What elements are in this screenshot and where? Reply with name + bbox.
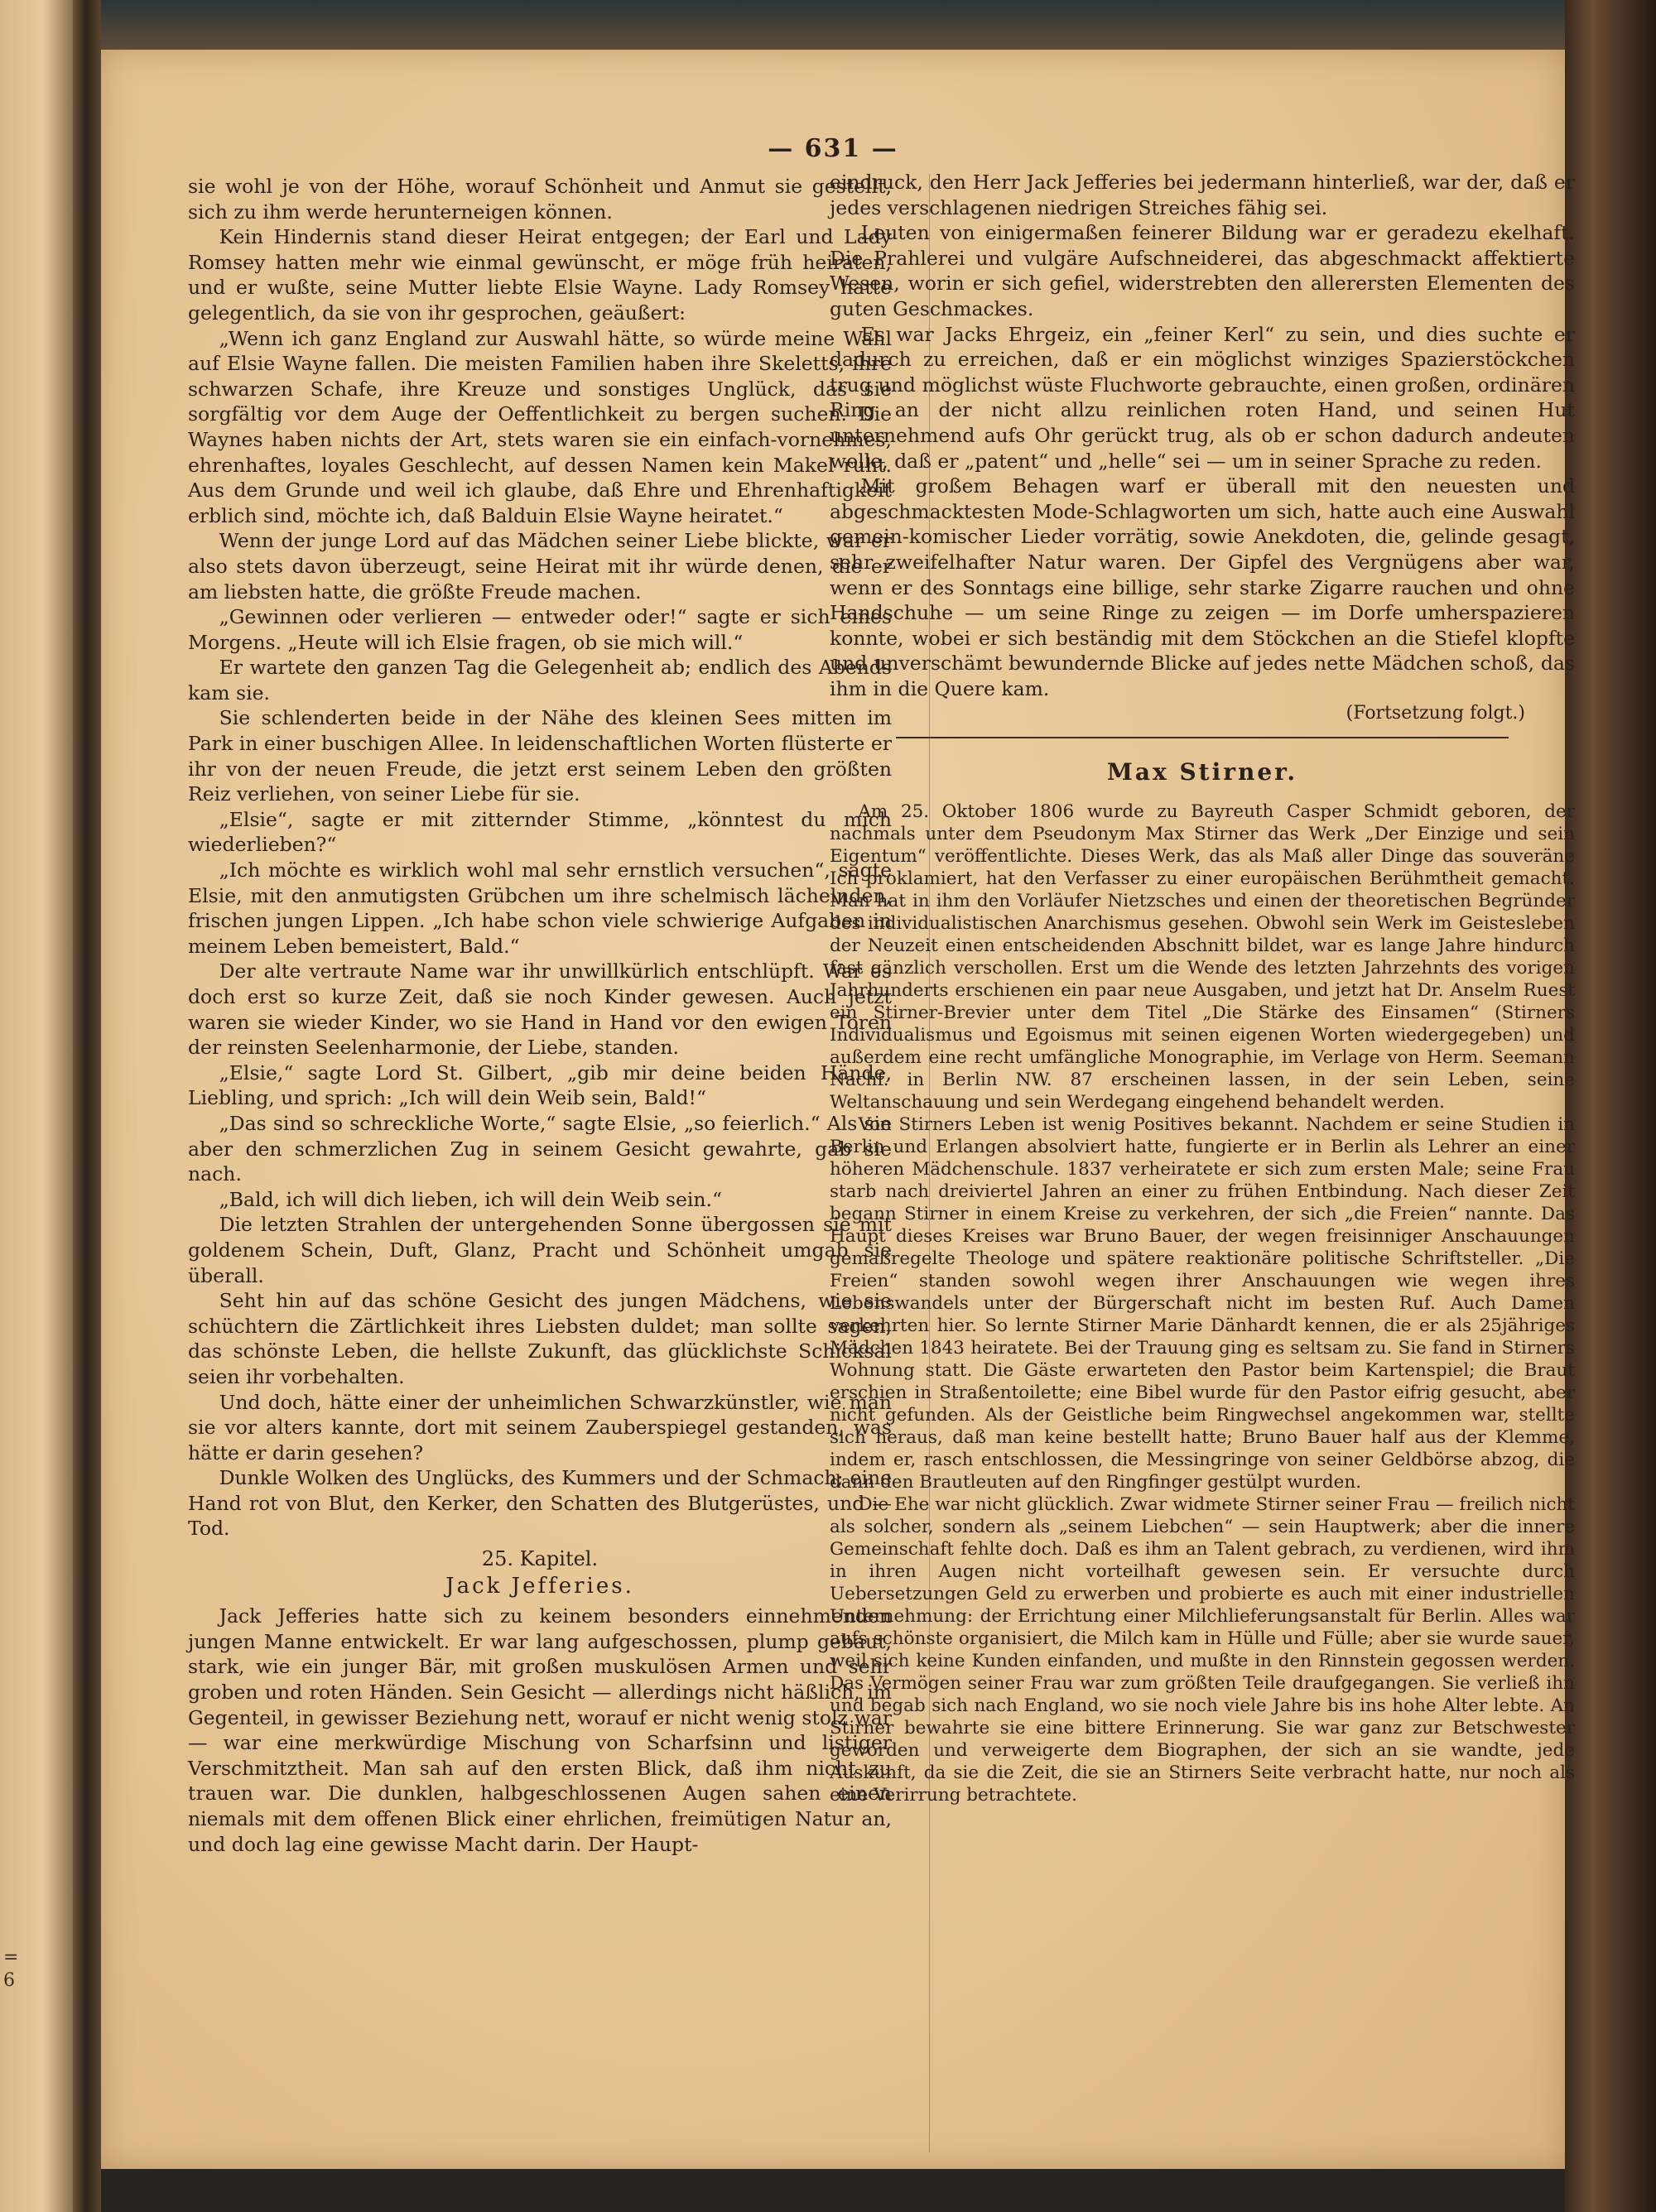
paragraph: Jack Jefferies hatte sich zu keinem besonders einnehmenden jungen Manne entwickelt. Er war lang aufgeschossen, plump gebaut, stark, wie ein junger Bär, mit großen muskulösen Armen und sehr groben und roten Händen. Sein Gesicht — allerdings nicht häßlich, im Gegenteil, in gewisser Beziehung nett, worauf er nicht wenig stolz war — war eine merkwürdige Mischung von Scharfsinn und listiger Verschmitztheit. Man sah auf den ersten Blick, daß ihm nicht zu trauen war. Die dunklen, halbgeschlossenen Augen sahen einen niemals mit dem offenen Blick einer ehrlichen, freimütigen Natur an, und doch lag eine gewisse Macht darin. Der Haupt- <box>188 1604 892 1856</box>
chapter-title: Jack Jefferies. <box>445 1573 634 1599</box>
paragraph: Die Ehe war nicht glücklich. Zwar widmete Stirner seiner Frau — freilich nicht als solcher, sondern als „seinem Liebchen“ — sein Hauptwerk; aber die innere Gemeinschaft fehlte doch. Daß es ihm an Talent gebrach, zu verdienen, wird ihm in ihren Augen nicht vorteilhaft gewesen sein. Er versuchte durch Uebersetzungen Geld zu erwerben und probierte es auch mit einer industriellen Unternehmung: der Errichtung einer Milchlieferungsanstalt für Berlin. Alles war aufs schönste organisiert, die Milch kam in Hülle und Fülle; aber sie wurde sauer, weil sich keine Kunden einfanden, und mußte in den Rinnstein gegossen werden. Das Vermögen seiner Frau war zum größten Teile draufgegangen. Sie verließ ihn und begab sich nach England, wo sie noch viele Jahre bis ins hohe Alter lebte. An Stirner bewahrte sie eine bittere Erinnerung. Sie war ganz zur Betschwester geworden und verweigerte dem Biographen, der sich an sie wandte, jede Auskunft, da sie die Zeit, die sie an Stirners Seite verbracht hatte, nur noch als eine Verirrung betrachtete. <box>830 1493 1575 1806</box>
page-number: — 631 — <box>768 134 898 163</box>
scanned-page <box>101 50 1575 2169</box>
paragraph: Am 25. Oktober 1806 wurde zu Bayreuth Casper Schmidt geboren, der nachmals unter dem Pseudonym Max Stirner das Werk „Der Einzige und sein Eigentum“ veröffentlichte. Dieses Werk, das als Maß aller Dinge das souveräne Ich proklamiert, hat den Verfasser zu einer europäischen Berühmtheit gemacht. Man hat in ihm den Vorläufer Nietzsches und einen der theoretischen Begründer des individualistischen Anarchismus gesehen. Obwohl sein Werk im Geistesleben der Neuzeit einen entscheidenden Abschnitt bildet, war es lange Jahre hindurch fast gänzlich verschollen. Erst um die Wende des letzten Jahrzehnts des vorigen Jahrhunderts erschienen ein paar neue Ausgaben, und jetzt hat Dr. Anselm Ruest ein Stirner-Brevier unter dem Titel „Die Stärke des Einsamen“ (Stirners Individualismus und Egoismus mit seinen eigenen Worten wiedergegeben) und außerdem eine recht umfängliche Monographie, im Verlage von Herm. Seemann Nachf. in Berlin NW. 87 erscheinen lassen, in der sein Leben, seine Weltanschauung und sein Werdegang eingehend behandelt werden. <box>830 801 1575 1113</box>
paragraph: Mit großem Behagen warf er überall mit den neuesten und abgeschmacktesten Mode-Schlagworten um sich, hatte auch eine Auswahl gemein-komischer Lieder vorrätig, sowie Anekdoten, die, gelinde gesagt, sehr zweifelhafter Natur waren. Der Gipfel des Vergnügens aber war, wenn er des Sonntags eine billige, sehr starke Zigarre rauchen und ohne Handschuhe — um seine Ringe zu zeigen — im Dorfe umherspazieren konnte, wobei er sich beständig mit dem Stöckchen an die Stiefel klopfte und unverschämt bewundernde Blicke auf jedes nette Mädchen schoß, das ihm in die Quere kam. <box>830 474 1575 700</box>
paragraph: sie wohl je von der Höhe, worauf Schönheit und Anmut sie gestellt, sich zu ihm werde herunterneigen können. <box>188 175 892 224</box>
facing-page-mark: = <box>3 1947 19 1968</box>
facing-page-edge <box>0 0 73 2212</box>
page-top-edge <box>101 0 1565 50</box>
book-gutter <box>73 0 101 2212</box>
paragraph: „Gewinnen oder verlieren — entweder oder!“ sagte er sich eines Morgens. „Heute will ich Elsie fragen, ob sie mich will.“ <box>188 605 892 654</box>
paragraph: „Bald, ich will dich lieben, ich will dein Weib sein.“ <box>219 1187 723 1211</box>
article-title: Max Stirner. <box>1106 758 1298 786</box>
paragraph: „Wenn ich ganz England zur Auswahl hätte, so würde meine Wahl auf Elsie Wayne fallen. Die meisten Familien haben ihre Skeletts, ihre schwarzen Schafe, ihre Kreuze und sonstiges Unglück, das sie sorgfältig vor dem Auge der Oeffentlichkeit zu bergen suchen. Die Waynes haben nichts der Art, stets waren sie ein einfach-vornehmes, ehrenhaftes, loyales Geschlecht, auf dessen Namen kein Makel ruht. Aus dem Grunde und weil ich glaube, daß Ehre und Ehrenhaftigkeit erblich sind, möchte ich, daß Balduin Elsie Wayne heiratet.“ <box>188 326 892 527</box>
paragraph: Die letzten Strahlen der untergehenden Sonne übergossen sie mit goldenem Schein, Duft, Glanz, Pracht und Schönheit umgab sie überall. <box>188 1213 892 1287</box>
paragraph: „Das sind so schreckliche Worte,“ sagte Elsie, „so feierlich.“ Als sie aber den schmerzlichen Zug in seinem Gesicht gewahrte, gab sie nach. <box>188 1111 892 1186</box>
paragraph: Sie schlenderten beide in der Nähe des kleinen Sees mitten im Park in einer buschigen Allee. In leidenschaftlichen Worten flüsterte er ihr von der neuen Freude, die jetzt erst seinem Leben den größten Reiz verliehen, von seiner Liebe für sie. <box>188 706 892 806</box>
right-column <box>830 170 1575 1806</box>
paragraph: Wenn der junge Lord auf das Mädchen seiner Liebe blickte, war er also stets davon überzeugt, seine Heirat mit ihr würde denen, die er am liebsten hatte, die größte Freude machen. <box>188 529 892 603</box>
paragraph: „Elsie“, sagte er mit zitternder Stimme, „könntest du mich wiederlieben?“ <box>188 807 892 857</box>
paragraph: Dunkle Wolken des Unglücks, des Kummers und der Schmach; eine Hand rot von Blut, den Kerker, den Schatten des Blutgerüstes, und — Tod. <box>188 1466 892 1541</box>
paragraph: Er wartete den ganzen Tag die Gelegenheit ab; endlich des Abends kam sie. <box>188 656 892 704</box>
paragraph: „Elsie,“ sagte Lord St. Gilbert, „gib mir deine beiden Hände, Liebling, und sprich: „Ich will dein Weib sein, Bald!“ <box>188 1060 892 1110</box>
facing-page-mark: 6 <box>3 1970 15 1991</box>
paragraph: Von Stirners Leben ist wenig Positives bekannt. Nachdem er seine Studien in Berlin und Erlangen absolviert hatte, fungierte er in Berlin als Lehrer an einer höheren Mädchenschule. 1837 verheiratete er sich zum ersten Male; seine Frau starb nach dreiviertel Jahren an einer zu frühen Entbindung. Nach dieser Zeit begann Stirner in einem Kreise zu verkehren, der sich „die Freien“ nannte. Das Haupt dieses Kreises war Bruno Bauer, der wegen freisinniger Anschauungen gemaßregelte Theologe und spätere reaktionäre politische Schriftsteller. „Die Freien“ standen sowohl wegen ihrer Anschauungen wie wegen ihres Lebenswandels unter der Bürgerschaft nicht im besten Ruf. Auch Damen verkehrten hier. So lernte Stirner Marie Dänhardt kennen, die er als 25jähriges Mädchen 1843 heiratete. Bei der Trauung ging es seltsam zu. Sie fand in Stirners Wohnung statt. Die Gäste erwarteten den Pastor beim Kartenspiel; die Braut erschien in Straßentoilette; eine Bibel wurde für den Pastor eifrig gesucht, aber nicht gefunden. Als der Geistliche beim Ringwechsel angekommen war, stellte sich heraus, daß man keine bestellt hatte; Bruno Bauer half aus der Klemme, indem er, rasch entschlossen, die Messingringe von seiner Geldbörse abzog, die dann den Brautleuten auf den Ringfinger gestülpt wurden. <box>830 1113 1575 1493</box>
paragraph: Der alte vertraute Name war ihr unwillkürlich entschlüpft. War es doch erst so kurze Zeit, daß sie noch Kinder gewesen. Auch jetzt waren sie wieder Kinder, wo sie Hand in Hand vor den ewigen Toren der reinsten Seelenharmonie, der Liebe, standen. <box>188 959 892 1060</box>
paragraph: Kein Hindernis stand dieser Heirat entgegen; der Earl und Lady Romsey hatten mehr wie einmal gewünscht, er möge früh heiraten, und er wußte, seine Mutter liebte Elsie Wayne. Lady Romsey hatte gelegentlich, da sie von ihr gesprochen, geäußert: <box>188 225 892 325</box>
continuation-note: (Fortsetzung folgt.) <box>1346 703 1525 724</box>
chapter-heading: 25. Kapitel. <box>481 1547 599 1571</box>
paragraph: Seht hin auf das schöne Gesicht des jungen Mädchens, wie sie schüchtern die Zärtlichkeit ihres Liebsten duldet; man sollte sagen, das schönste Leben, die hellste Zukunft, das glücklichste Schicksal seien ihr vorbehalten. <box>188 1289 892 1388</box>
left-column <box>188 174 892 1857</box>
paragraph: eindruck, den Herr Jack Jefferies bei jedermann hinterließ, war der, daß er jedes verschlagenen niedrigen Streiches fähig sei. <box>830 171 1575 219</box>
paragraph: „Ich möchte es wirklich wohl mal sehr ernstlich versuchen“, sagte Elsie, mit den anmutigsten Grübchen um ihre schelmisch lächelnden, frischen jungen Lippen. „Ich habe schon viele schwierige Aufgaben in meinem Leben bemeistert, Bald.“ <box>188 858 892 958</box>
book-spine <box>1565 0 1656 2212</box>
section-rule <box>896 737 1509 738</box>
paragraph: Es war Jacks Ehrgeiz, ein „feiner Kerl“ zu sein, und dies suchte er dadurch zu erreichen, daß er ein möglichst winziges Spazierstöckchen trug und möglichst wüste Fluchworte gebrauchte, einen großen, ordinären Ring an der nicht allzu reinlichen roten Hand, und seinen Hut unternehmend aufs Ohr gerückt trug, als ob er schon dadurch andeuten wolle, daß er „patent“ und „helle“ sei — um in seiner Sprache zu reden. <box>830 322 1575 473</box>
paragraph: Leuten von einigermaßen feinerer Bildung war er geradezu ekelhaft. Die Prahlerei und vulgäre Aufschneiderei, das abgeschmackt affektierte Wesen, worin er sich gefiel, widerstrebten den allerersten Elementen des guten Geschmackes. <box>830 221 1575 320</box>
paragraph: Und doch, hätte einer der unheimlichen Schwarzkünstler, wie man sie vor alters kannte, dort mit seinem Zauberspiegel gestanden, was hätte er darin gesehen? <box>188 1390 892 1464</box>
